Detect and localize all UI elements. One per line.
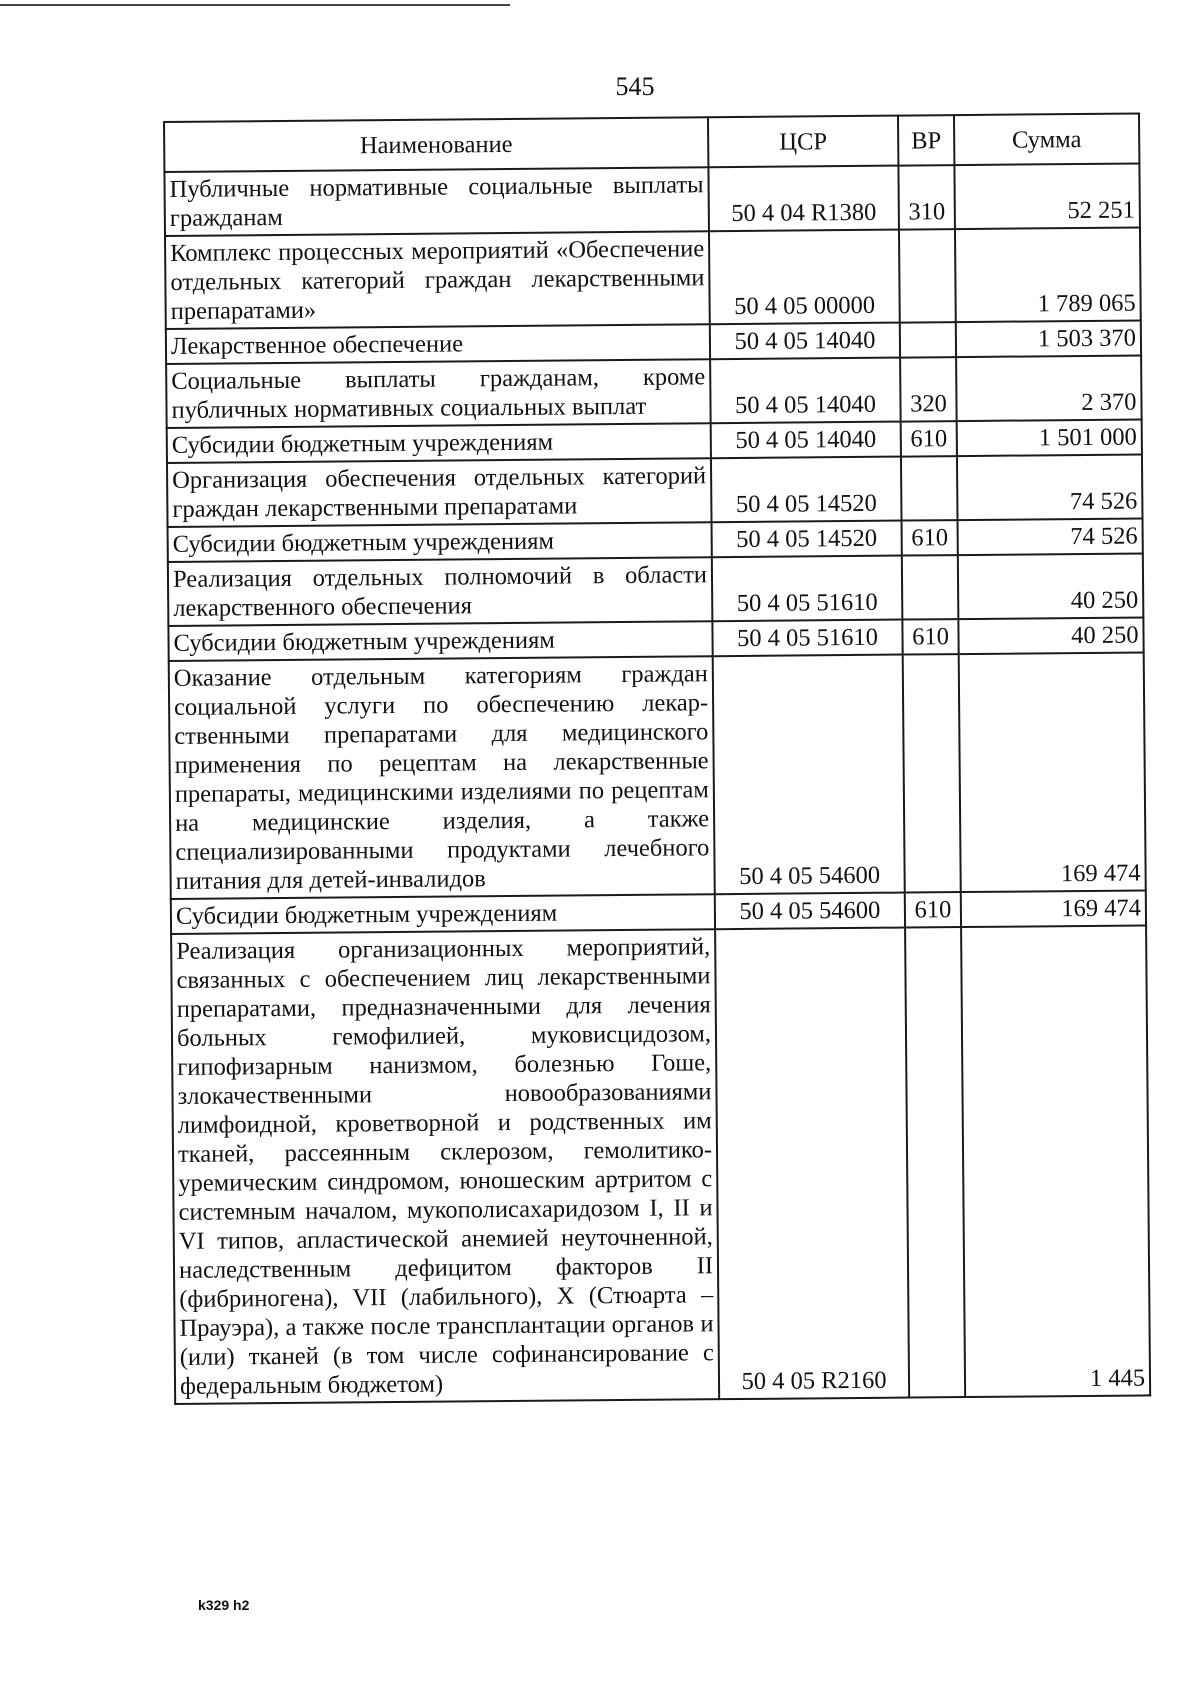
budget-table <box>163 112 1151 1404</box>
row-name: Субсидии бюджетным учреждениям <box>167 423 711 463</box>
header-name: Наименование <box>164 117 708 172</box>
row-sum: 40 250 <box>958 553 1144 619</box>
row-vr <box>901 456 958 520</box>
row-vr: 610 <box>901 421 957 456</box>
row-vr <box>902 555 959 619</box>
row-name: Реализация отдельных полномочий в области лекарственного обеспечения <box>168 557 713 626</box>
row-sum: 74 526 <box>957 454 1143 520</box>
row-sum: 40 250 <box>958 617 1143 654</box>
table-row <box>169 652 1146 898</box>
row-name: Лекарственное обеспечение <box>166 324 710 364</box>
row-name: Субсидии бюджетным учреждениям <box>168 621 712 661</box>
row-csr: 50 4 05 R2160 <box>715 928 909 1400</box>
row-name: Оказание отдельным категориям граждан социальной услуги по обеспечению лекарственными препаратами для медицинского применения по рецептам на лекарственные препараты, медицинскими изделиями по рецептам на медицинские изделия, а также специализированными продуктами лечебного питания для детей-инвалидов <box>169 656 715 899</box>
row-sum: 74 526 <box>958 518 1143 555</box>
row-csr: 50 4 05 14040 <box>710 323 900 360</box>
row-name: Организация обеспечения отдельных категорий граждан лекарственными препаратами <box>167 458 712 527</box>
row-vr: 310 <box>898 165 955 229</box>
row-vr: 610 <box>902 619 958 654</box>
row-vr: 320 <box>900 357 957 421</box>
table-row <box>171 925 1150 1403</box>
header-csr: ЦСР <box>708 116 898 168</box>
row-vr: 610 <box>902 520 958 555</box>
top-edge-rule <box>0 4 510 6</box>
row-sum: 2 370 <box>956 355 1142 421</box>
row-name: Комплекс процессных мероприятий «Обеспечение отдельных категорий граждан лекарственными препаратами» <box>165 231 710 329</box>
header-vr: ВР <box>898 115 954 165</box>
row-sum: 169 474 <box>959 652 1146 892</box>
row-sum: 52 251 <box>954 163 1140 229</box>
table-row <box>165 227 1141 329</box>
row-sum: 1 501 000 <box>957 419 1142 456</box>
row-sum: 169 474 <box>961 890 1146 927</box>
row-vr <box>899 229 956 322</box>
row-csr: 50 4 05 14520 <box>711 457 902 523</box>
row-csr: 50 4 04 R1380 <box>708 166 899 232</box>
table-row <box>164 163 1140 236</box>
row-csr: 50 4 05 54600 <box>715 893 905 930</box>
row-csr: 50 4 05 54600 <box>713 655 905 895</box>
footer-code: k329 h2 <box>198 1597 250 1613</box>
row-csr: 50 4 05 14040 <box>710 358 901 424</box>
row-name: Социальные выплаты гражданам, кроме публичных нормативных социальных выплат <box>166 359 711 428</box>
row-vr <box>905 927 965 1397</box>
table-header-row <box>164 113 1139 172</box>
row-name: Реализация организационных мероприятий, связанных с обеспечением лиц лекарственными препаратами, предназначенными для лечения больных гемофилией, муковисцидозом, гипофизарным нанизмом, болезнью Гоше, злокачественными новообразованиями лимфоидной, кроветворной и родственных им тканей, рассеянным склерозом, гемолитико-уремическим синдромом, юношеским артритом с системным началом, мукополисахаридозом I, II и VI типов, апластической анемией неуточненной, наследственным дефицитом факторов II (фибриногена), VII (лабильного), X (Стюарта – Прауэра), а также после трансплантации органов и (или) тканей (в том числе софинансирование с федеральным бюджетом) <box>171 929 719 1404</box>
row-name: Субсидии бюджетным учреждениям <box>171 894 715 934</box>
row-csr: 50 4 05 14520 <box>712 521 902 558</box>
row-csr: 50 4 05 14040 <box>711 422 901 459</box>
table-row <box>168 553 1144 626</box>
header-sum: Сумма <box>954 113 1139 165</box>
row-sum: 1 445 <box>961 925 1150 1397</box>
page-number: 545 <box>615 72 655 101</box>
row-vr <box>900 322 956 357</box>
row-name: Публичные нормативные социальные выплаты гражданам <box>164 167 709 236</box>
row-name: Субсидии бюджетным учреждениям <box>168 522 712 562</box>
table-row <box>166 355 1142 428</box>
row-csr: 50 4 05 51610 <box>712 620 902 657</box>
row-csr: 50 4 05 51610 <box>712 556 903 622</box>
row-sum: 1 789 065 <box>955 227 1141 322</box>
table-row <box>167 454 1143 527</box>
row-sum: 1 503 370 <box>956 320 1141 357</box>
row-vr: 610 <box>905 892 961 927</box>
row-csr: 50 4 05 00000 <box>709 230 900 325</box>
row-vr <box>903 654 961 892</box>
